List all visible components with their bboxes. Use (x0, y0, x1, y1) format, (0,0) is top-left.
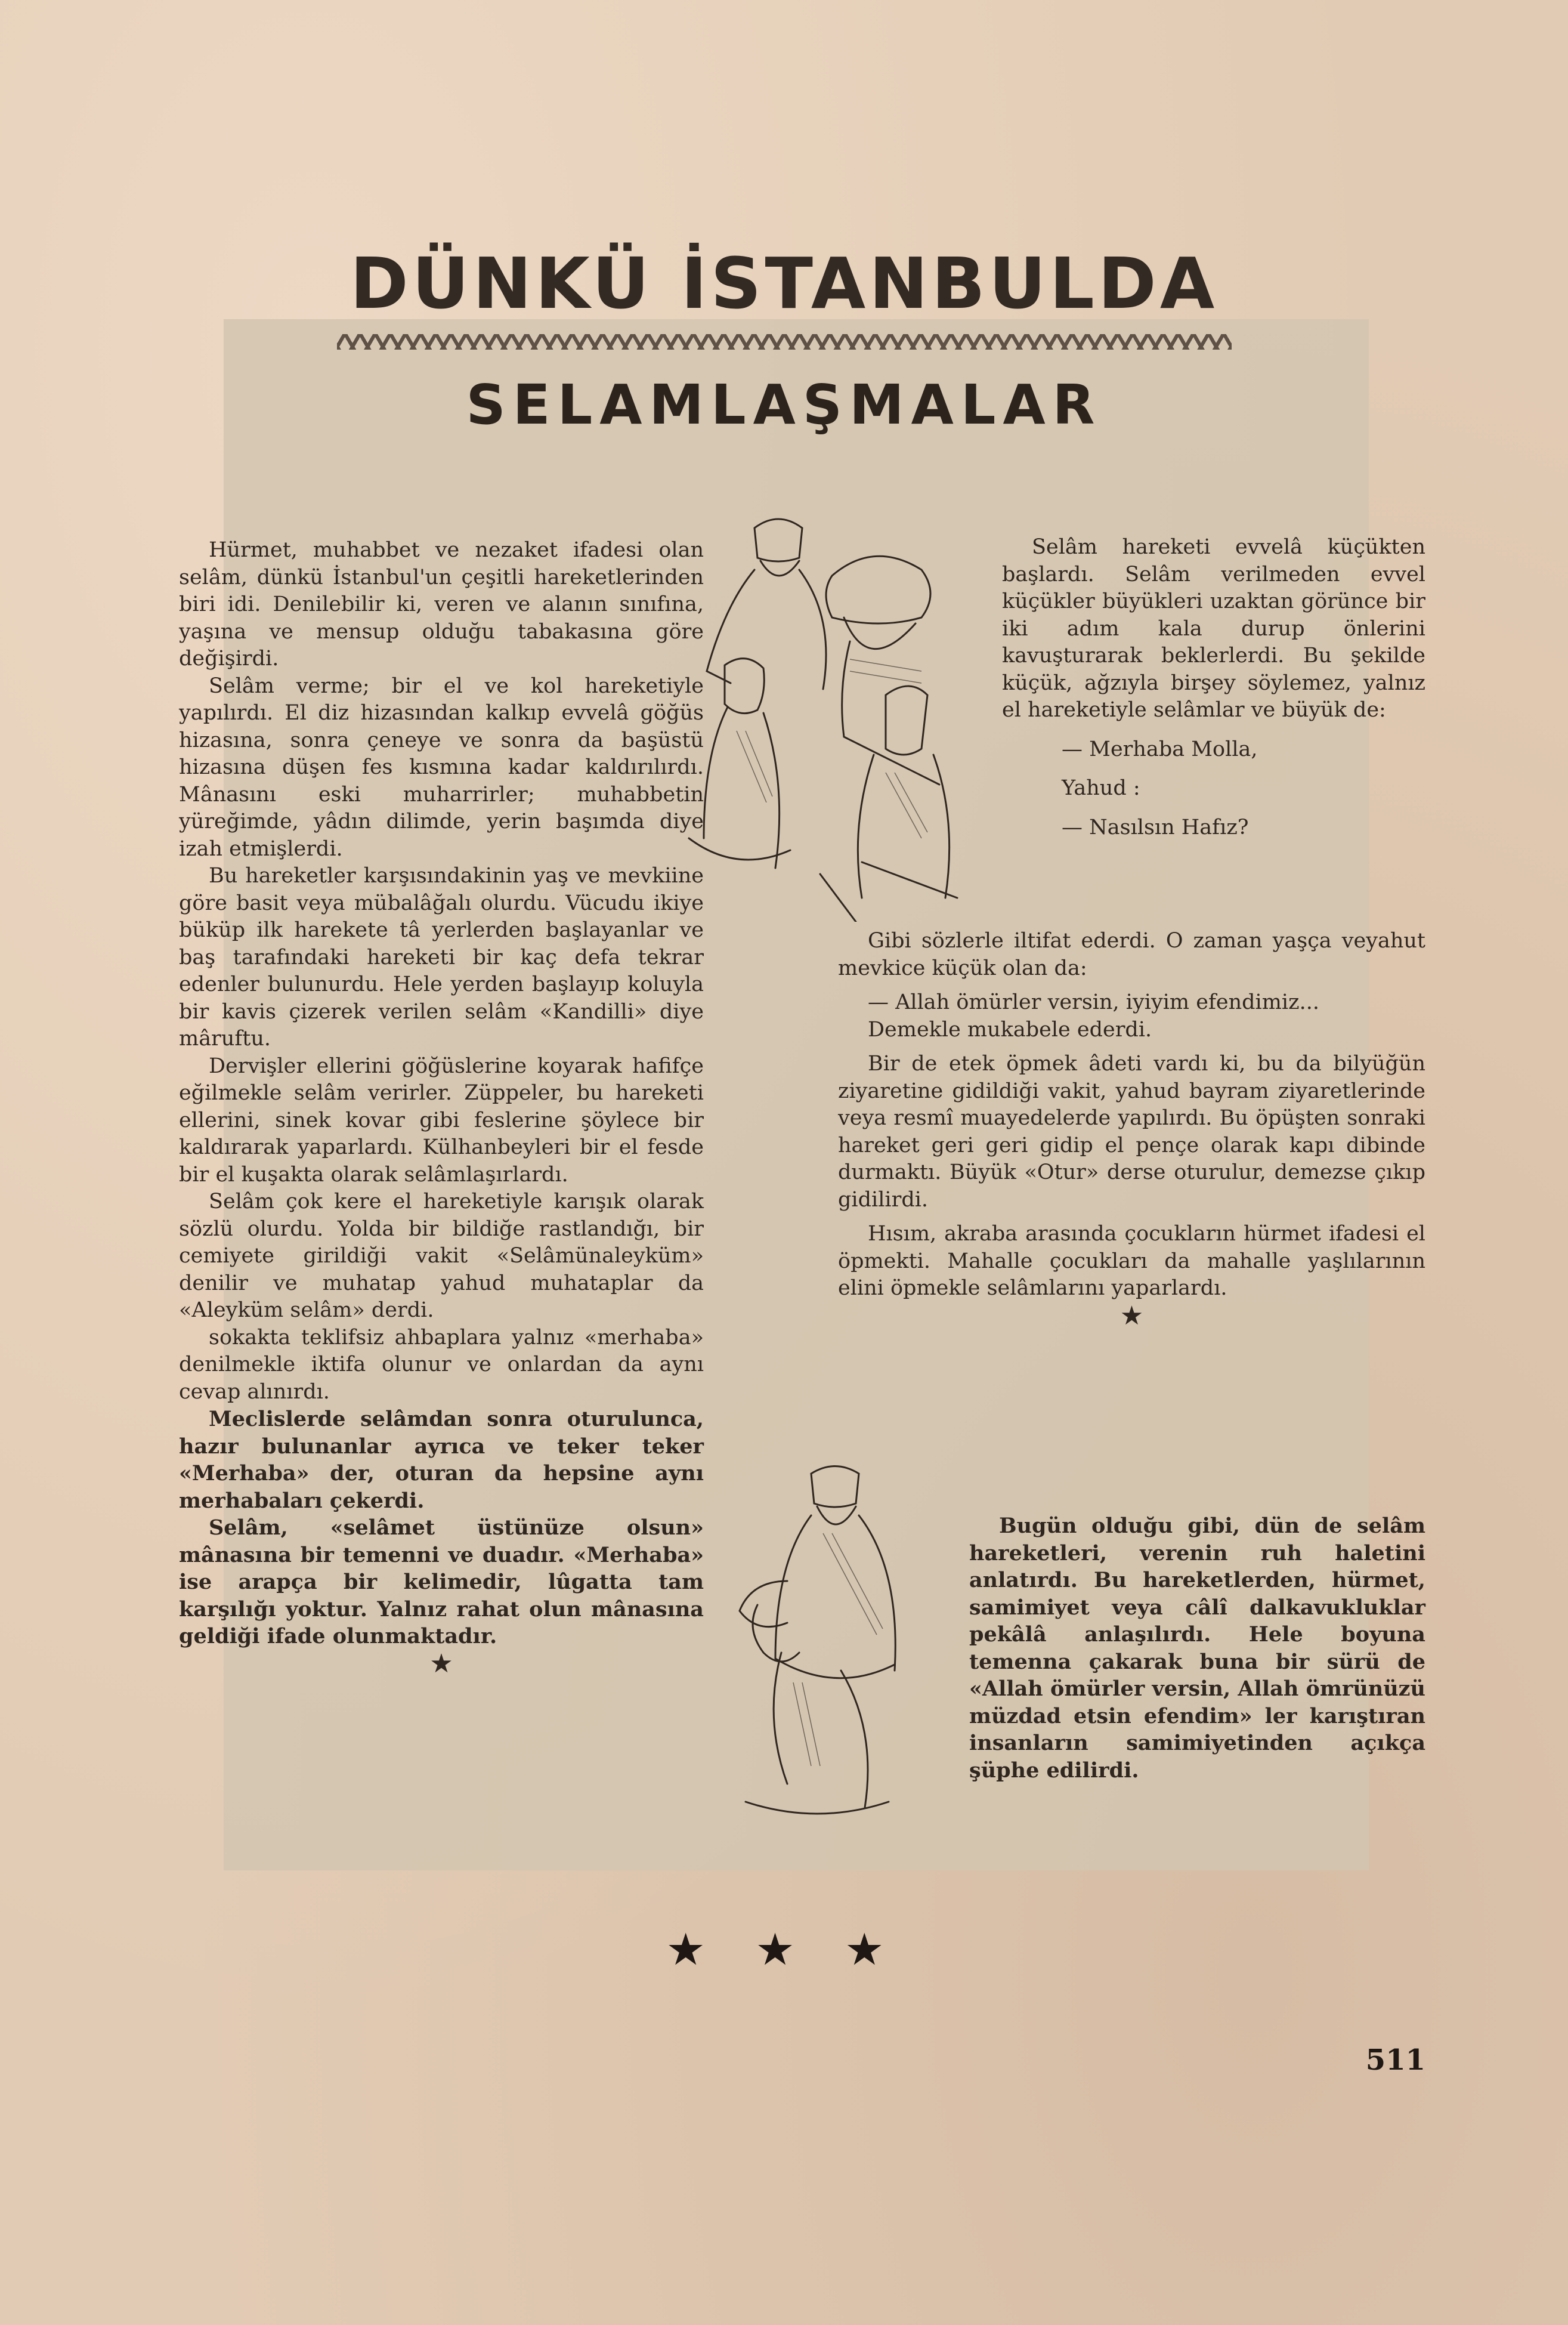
page-number: 511 (1365, 2043, 1425, 2077)
paragraph: sokakta teklifsiz ahbaplara yalnız «merhaba» denilmekle iktifa olunur ve onlardan da aynı cevap alınırdı. (179, 1325, 704, 1404)
paragraph: Demekle mukabele ederdi. (868, 1017, 1152, 1042)
paragraph: Dervişler ellerini göğüslerine koyarak hafifçe eğilmekle selâm verirler. Züppeler, bu hareketi ellerini, sinek kovar gibi feslerine şöylece bir kaldırarak yaparlardı. Külhanbeyleri bir el fesde bir el kuşakta olarak selâmlaşırlardı. (179, 1054, 704, 1187)
right-column-middle (838, 928, 1425, 1329)
paragraph: Bu hareketler karşısındakinin yaş ve mevkiine göre basit veya mübalâğalı olurdu. Vücudu ikiye büküp ilk harekete tâ yerlerden başlayanlar ve baş tarafındaki hareketi bir kaç defa tekrar edenler bulunurdu. Hele yerden başlayıp koluyla bir kavis çizerek verilen selâm «Kandilli» diye mâruftu. (179, 864, 704, 1051)
dialog-line: Yahud : (1062, 776, 1140, 800)
header (0, 239, 1568, 328)
paragraph: Selâm verme; bir el ve kol hareketiyle yapılırdı. El diz hizasından kalkıp evvelâ göğüs hizasına, sonra çeneye ve sonra da başüstü hizasına düşen fes kısmına kadar kaldırılırdı. Mânasını eski muharrirler; muhabbetin yüreğimde, yâdın dilimde, yerin başımda diye izah etmişlerdi. (179, 674, 704, 861)
star-ornament: ★ (1119, 1300, 1144, 1331)
footer-stars: ★ ★ ★ (666, 1924, 902, 1975)
paragraph: Hısım, akraba arasında çocukların hürmet ifadesi el öpmekti. Mahalle çocukları da mahalle yaşlılarının elini öpmekle selâmlarını yaparlardı. (838, 1222, 1425, 1300)
left-column (179, 537, 704, 1677)
right-column-bottom (969, 1512, 1425, 1784)
star-ornament: ★ (429, 1648, 453, 1679)
article-subtitle: SELAMLAŞMALAR (466, 373, 1102, 437)
wavy-divider (337, 334, 1232, 350)
paragraph: Bir de etek öpmek âdeti vardı ki, bu da bilyüğün ziyaretine gidildiği vakit, yahud bayram ziyaretlerinde veya resmî muayedelerde yapılırdı. Bu öpüşten sonraki hareket geri geri gidip el pençe olarak kapı dibinde durmaktı. Büyük «Otur» derse oturulur, demezse çıkıp gidilirdi. (838, 1052, 1425, 1212)
illustration-men-greeting (671, 504, 987, 922)
paragraph: Meclislerde selâmdan sonra oturulunca, hazır bulunanlar ayrıca ve teker teker «Merhaba» der, oturan da hepsine aynı merhabaları çekerdi. (179, 1407, 704, 1513)
paragraph: Selâm, «selâmet üstünüze olsun» mânasına bir temenni ve duadır. «Merhaba» ise arapça bir kelimedir, lûgatta tam karşılığı yoktur. Yalnız rahat olun mânasına geldiği ifade olunmaktadır. (179, 1515, 704, 1648)
dialog-line: — Merhaba Molla, (1062, 737, 1258, 761)
paragraph: Bugün olduğu gibi, dün de selâm hareketleri, verenin ruh haletini anlatırdı. Bu hareketlerden, hürmet, samimiyet veya câlî dalkavukluklar pekâlâ anlaşılırdı. Hele boyuna temenna çakarak buna bir sürü de «Allah ömürler versin, Allah ömrünüzü müzdad etsin efendim» ler karıştıran insanların samimiyetinden açıkça şüphe edilirdi. (969, 1514, 1425, 1783)
dialog-line: — Nasılsın Hafız? (1062, 815, 1249, 839)
illustration-child-kissing-hand (722, 1456, 972, 1838)
right-column-top (1002, 534, 1425, 841)
paragraph: Hürmet, muhabbet ve nezaket ifadesi olan selâm, dünkü İstanbul'un çeşitli hareketlerinden biri idi. Denilebilir ki, veren ve alanın sınıfına, yaşına ve mensup olduğu tabakasına göre değişirdi. (179, 538, 704, 671)
paragraph: Gibi sözlerle iltifat ederdi. O zaman yaşça veyahut mevkice küçük olan da: (838, 929, 1425, 980)
dialog-line: — Allah ömürler versin, iyiyim efendimiz... (868, 990, 1319, 1014)
paragraph: Selâm hareketi evvelâ küçükten başlardı. Selâm verilmeden evvel küçükler büyükleri uzaktan görünce bir iki adım kala durup önlerini kavuşturarak beklerlerdi. Bu şekilde küçük, ağzıyla birşey söylemez, yalnız el hareketiyle selâmlar ve büyük de: (1002, 535, 1425, 722)
page-title: DÜNKÜ İSTANBULDA (350, 242, 1218, 325)
paragraph: Selâm çok kere el hareketiyle karışık olarak sözlü olurdu. Yolda bir bildiğe rastlandığı, bir cemiyete girildiği vakit «Selâmünaleyküm» denilir ve muhatap yahud muhataplar da «Aleyküm selâm» derdi. (179, 1190, 704, 1322)
